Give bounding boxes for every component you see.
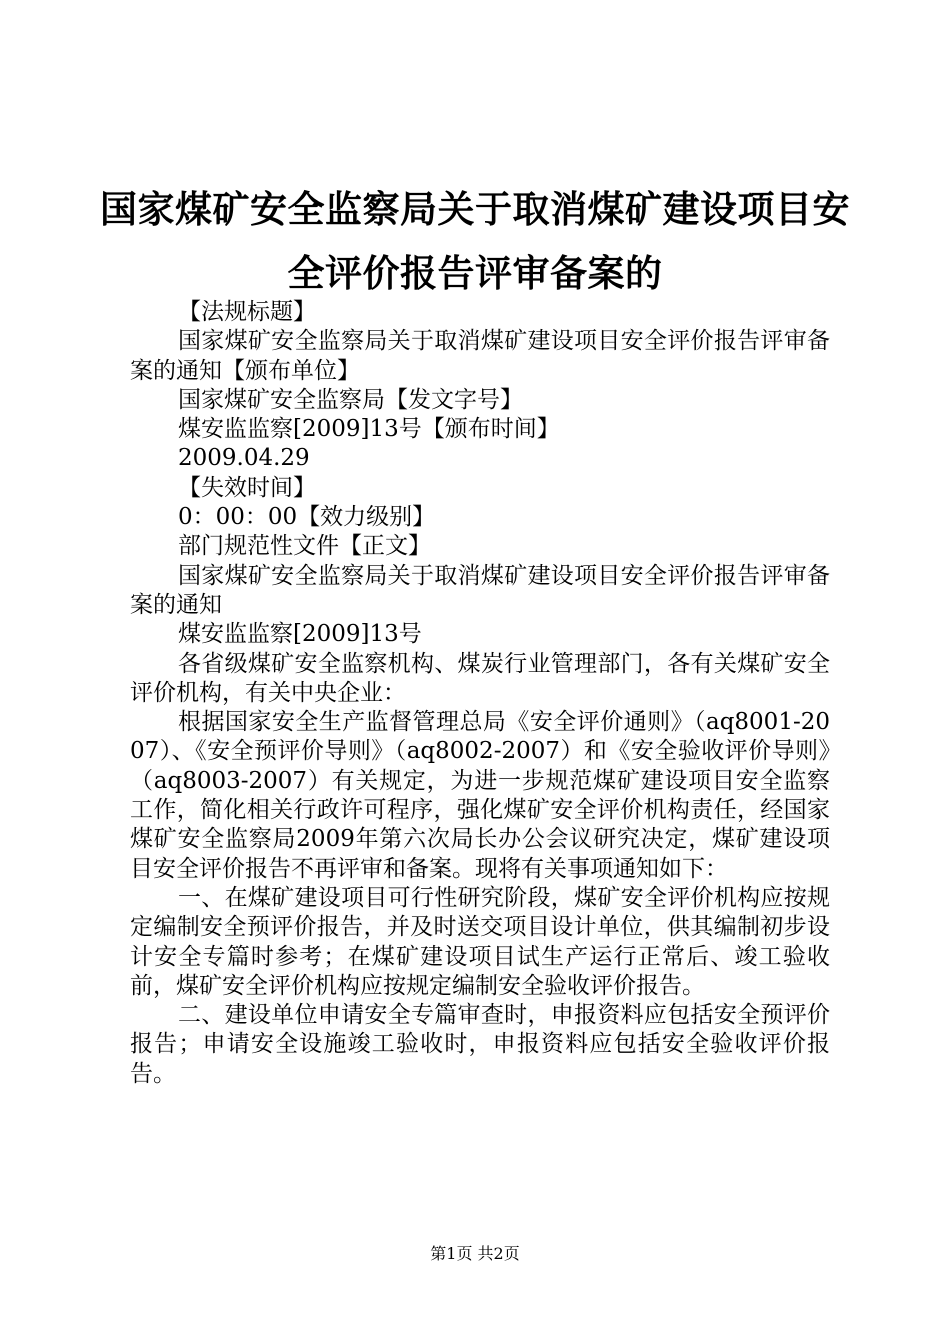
paragraph-basis: 根据国家安全生产监督管理总局《安全评价通则》（aq8001-2007）、《安全预评价导则》（aq8002-2007）和《安全验收评价导则》（aq8003-2007）有关规定，为进一步规范煤矿建设项目安全监察工作，简化相关行政许可程序，强化煤矿安全评价机构责任，经国家煤矿安全监察局2009年第六次局长办公会议研究决定，煤矿建设项目安全评价报告不再评审和备案。现将有关事项通知如下： <box>130 709 830 882</box>
document-title: 国家煤矿安全监察局关于取消煤矿建设项目安全评价报告评审备案的 <box>100 188 850 295</box>
paragraph-item-one: 一、在煤矿建设项目可行性研究阶段，煤矿安全评价机构应按规定编制安全预评价报告，并及时送交项目设计单位，供其编制初步设计安全专篇时参考；在煤矿建设项目试生产运行正常后、竣工验收前，煤矿安全评价机构应按规定编制安全验收评价报告。 <box>130 884 830 999</box>
paragraph-law-title-label: 【法规标题】 <box>178 299 316 325</box>
paragraph-effect-level: 部门规范性文件【正文】 <box>178 533 431 560</box>
paragraph-addressees: 各省级煤矿安全监察机构、煤炭行业管理部门，各有关煤矿安全评价机构，有关中央企业： <box>130 650 830 706</box>
paragraph-item-two: 二、建设单位申请安全专篇审查时，申报资料应包括安全预评价报告；申请安全设施竣工验收时，申报资料应包括安全验收评价报告。 <box>130 1002 830 1087</box>
page-footer: 第1页 共2页 <box>430 1244 520 1263</box>
paragraph-notice-title: 国家煤矿安全监察局关于取消煤矿建设项目安全评价报告评审备案的通知 <box>130 562 830 618</box>
paragraph-issuing-unit: 国家煤矿安全监察局【发文字号】 <box>178 386 523 413</box>
paragraph-notice-number: 煤安监监察[2009]13号 <box>178 621 422 648</box>
paragraph-law-title: 国家煤矿安全监察局关于取消煤矿建设项目安全评价报告评审备案的通知【颁布单位】 <box>130 328 830 384</box>
paragraph-expiry-time: 0：00：00【效力级别】 <box>178 504 436 531</box>
document-body <box>130 298 830 1089</box>
paragraph-issue-date: 2009.04.29 <box>178 445 310 472</box>
paragraph-document-number: 煤安监监察[2009]13号【颁布时间】 <box>178 416 560 443</box>
paragraph-expiry-label: 【失效时间】 <box>178 474 316 501</box>
